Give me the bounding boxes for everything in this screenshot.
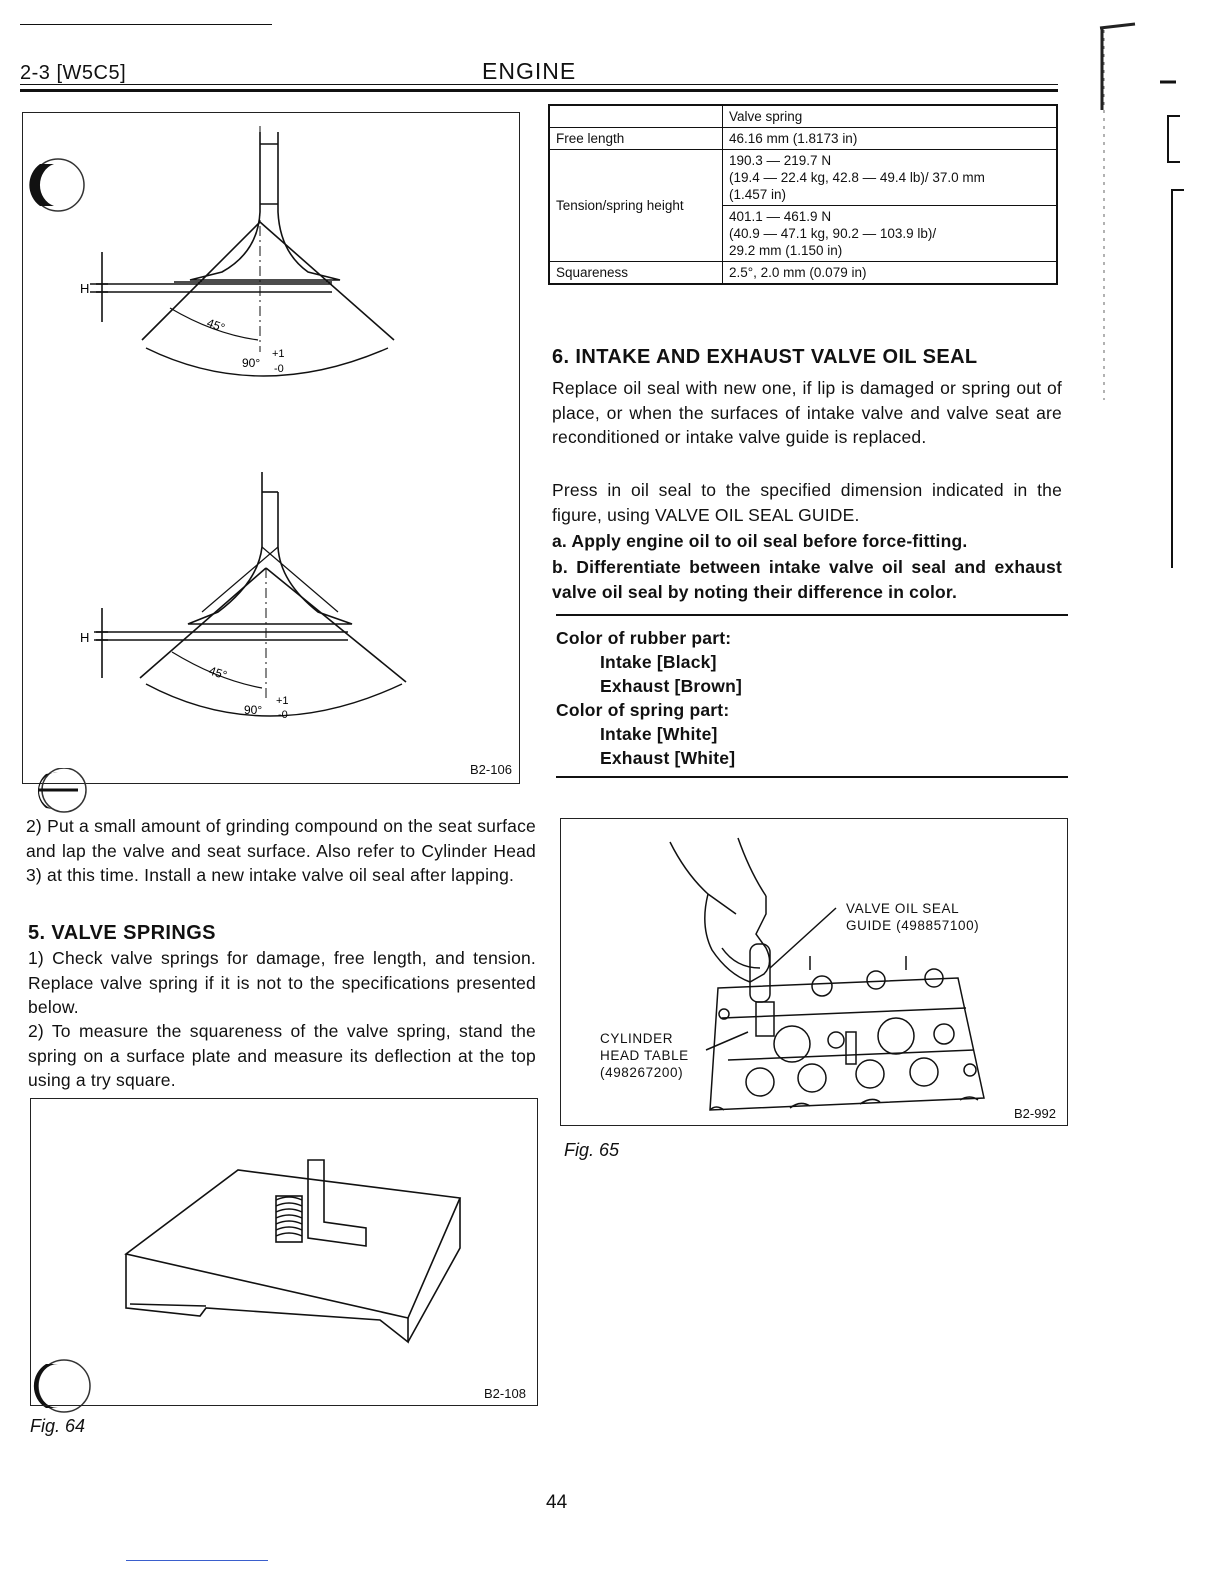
table-row	[549, 150, 1057, 206]
valve-diagram-bottom	[94, 472, 406, 716]
squareness-value: 2.5°, 2.0 mm (0.079 in)	[723, 262, 1058, 285]
section5-step2: 2) To measure the squareness of the valve spring, stand the spring on a surface plate and measure its deflection at the top using a try square.	[28, 1021, 536, 1090]
squareness-label: Squareness	[549, 262, 723, 285]
table-row	[549, 262, 1057, 285]
head-table-label-line3: (498267200)	[600, 1065, 684, 1080]
tension-value-2-line1: 401.1 — 461.9 N	[729, 209, 832, 224]
top-short-rule	[20, 24, 272, 25]
section6-para2: Press in oil seal to the specified dimension indicated in the figure, using VALVE OIL SEAL GUIDE.	[552, 480, 1062, 525]
rubber-color-label: Color of rubber part:	[556, 628, 732, 648]
tension-value-1-line3: (1.457 in)	[729, 187, 787, 202]
section6-note-a: a. Apply engine oil to oil seal before force-fitting.	[552, 531, 968, 551]
section-code: 2-3 [W5C5]	[20, 62, 127, 84]
angle-90-bottom: 90°	[244, 703, 263, 717]
tension-value-1-line2: (19.4 — 22.4 kg, 42.8 — 49.4 lb)/ 37.0 mm	[729, 170, 985, 185]
valve-diagram-top	[90, 126, 394, 376]
tol-plus-top: +1	[272, 348, 285, 360]
tol-minus-top: -0	[274, 363, 284, 375]
guide-label	[846, 900, 979, 934]
tol-plus-bottom: +1	[276, 695, 289, 707]
tension-value-1-line1: 190.3 — 219.7 N	[729, 153, 832, 168]
figure65-caption: Fig. 65	[564, 1140, 620, 1160]
spring-intake-color: Intake [White]	[600, 724, 718, 744]
table-row	[549, 128, 1057, 150]
header-rule-thin	[20, 84, 1058, 85]
rubber-intake-color: Intake [Black]	[600, 652, 717, 672]
section6-para1: Replace oil seal with new one, if lip is damaged or spring out of place, or when the surfaces of intake valve and valve seat are reconditioned or intake valve guide is replaced.	[552, 378, 1062, 447]
table-row	[549, 105, 1057, 128]
tension-value-2-line2: (40.9 — 47.1 kg, 90.2 — 103.9 lb)/	[729, 226, 937, 241]
spring-exhaust-color: Exhaust [White]	[600, 748, 736, 768]
margin-marks	[1080, 20, 1220, 580]
tension-value-2	[723, 206, 1058, 262]
guide-label-line2: GUIDE (498857100)	[846, 918, 980, 933]
section5-heading: 5. VALVE SPRINGS	[28, 922, 216, 944]
color-list	[556, 626, 742, 770]
footer-link-rule	[126, 1560, 268, 1561]
free-length-value: 46.16 mm (1.8173 in)	[723, 128, 1058, 150]
page-number: 44	[546, 1492, 568, 1513]
page-title: ENGINE	[482, 58, 577, 84]
figure64-caption: Fig. 64	[30, 1416, 86, 1436]
rubber-exhaust-color: Exhaust [Brown]	[600, 676, 743, 696]
head-table-label-line1: CYLINDER	[600, 1031, 674, 1046]
head-table-label-line2: HEAD TABLE	[600, 1048, 689, 1063]
binder-hole-1	[10, 150, 100, 220]
guide-label-line1: VALVE OIL SEAL	[846, 901, 960, 916]
h-label-top: H	[80, 281, 90, 296]
figure-code-b2-992: B2-992	[1014, 1106, 1056, 1121]
color-box-bottom-rule	[556, 776, 1068, 778]
tension-value-1	[723, 150, 1058, 206]
tol-minus-bottom: -0	[278, 709, 288, 721]
section5-step1: 1) Check valve springs for damage, free length, and tension. Replace valve spring if it is not to the specifications presented below.	[28, 948, 536, 1017]
surface-plate-drawing	[30, 1098, 538, 1406]
header-rule	[20, 89, 1058, 92]
angle-45-bottom: 45°	[207, 663, 229, 683]
tension-value-2-line3: 29.2 mm (1.150 in)	[729, 243, 843, 258]
tension-label: Tension/spring height	[549, 150, 723, 262]
spring-color-label: Color of spring part:	[556, 700, 730, 720]
angle-90-top: 90°	[242, 356, 261, 370]
free-length-label: Free length	[549, 128, 723, 150]
figure-code-b2-108: B2-108	[484, 1386, 526, 1401]
head-table-label	[600, 1030, 689, 1081]
valve-spring-spec-table	[548, 104, 1058, 285]
lap-instruction: 2) Put a small amount of grinding compound on the seat surface and lap the valve and seat surface. Also refer to Cylinder Head 3) at this time. Install a new intake valve oil seal after lapping.	[26, 816, 536, 885]
color-box-top-rule	[556, 614, 1068, 616]
figure-code-b2-106: B2-106	[470, 762, 512, 777]
angle-45-top: 45°	[204, 315, 227, 336]
section6-heading: 6. INTAKE AND EXHAUST VALVE OIL SEAL	[552, 346, 978, 368]
h-label-bottom: H	[80, 630, 90, 645]
section6-note-b: b. Differentiate between intake valve oil seal and exhaust valve oil seal by noting their difference in color.	[552, 557, 1062, 602]
col-header-valve-spring: Valve spring	[723, 105, 1058, 128]
